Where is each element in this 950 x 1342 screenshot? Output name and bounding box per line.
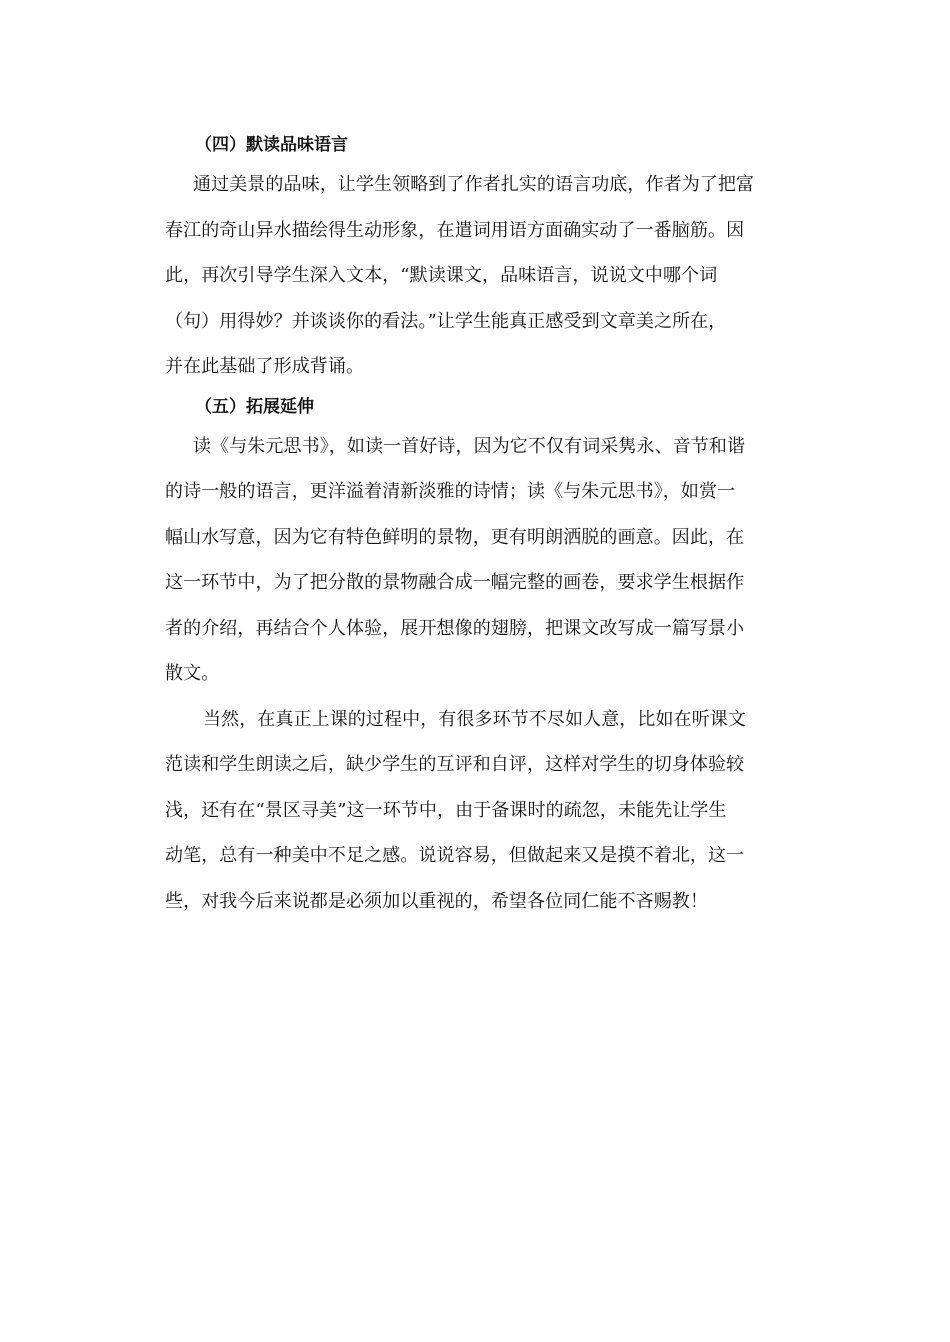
section-4-paragraph — [165, 162, 787, 390]
paragraph-line: 的诗一般的语言，更洋溢着清新淡雅的诗情；读《与朱元思书》，如赏一 — [165, 481, 736, 502]
section-5-paragraph — [165, 424, 787, 697]
closing-paragraph — [165, 697, 787, 925]
paragraph-line: 些，对我今后来说都是必须加以重视的，希望各位同仁能不吝赐教！ — [165, 890, 708, 912]
paragraph-line: 当然，在真正上课的过程中，有很多环节不尽如人意，比如在听课文 — [203, 708, 746, 730]
paragraph-line: 浅，还有在“景区寻美”这一环节中，由于备课时的疏忽，未能先让学生 — [165, 799, 727, 821]
paragraph-line: 通过美景的品味，让学生领略到了作者扎实的语言功底，作者为了把富 — [193, 174, 755, 195]
paragraph-line: 此，再次引导学生深入文本，“默读课文，品味语言，说说文中哪个词 — [165, 265, 718, 286]
paragraph-line: 者的介绍，再结合个人体验，展开想像的翅膀，把课文改写成一篇写景小 — [165, 617, 745, 639]
paragraph-line: 并在此基础了形成背诵。 — [165, 356, 365, 377]
paragraph-line: 范读和学生朗读之后，缺少学生的互评和自评，这样对学生的切身体验较 — [165, 754, 745, 775]
paragraph-line: 幅山水写意，因为它有特色鲜明的景物，更有明朗洒脱的画意。因此，在 — [165, 526, 745, 548]
paragraph-line: 这一环节中，为了把分散的景物融合成一幅完整的画卷，要求学生根据作 — [165, 572, 745, 593]
paragraph-line: 动笔，总有一种美中不足之感。说说容易，但做起来又是摸不着北，这一 — [165, 845, 745, 866]
paragraph-line: 散文。 — [165, 663, 220, 684]
paragraph-line: 春江的奇山异水描绘得生动形象，在遣词用语方面确实动了一番脑筋。因 — [165, 219, 745, 241]
paragraph-line: 读《与朱元思书》，如读一首好诗，因为它不仅有词采隽永、音节和谐 — [193, 435, 746, 457]
paragraph-line: （句）用得妙？并谈谈你的看法。”让学生能真正感受到文章美之所在， — [165, 310, 727, 332]
section-heading-4: （四）默读品味语言 — [195, 135, 348, 155]
document-page — [165, 128, 787, 924]
section-heading-5: （五）拓展延伸 — [195, 396, 314, 417]
